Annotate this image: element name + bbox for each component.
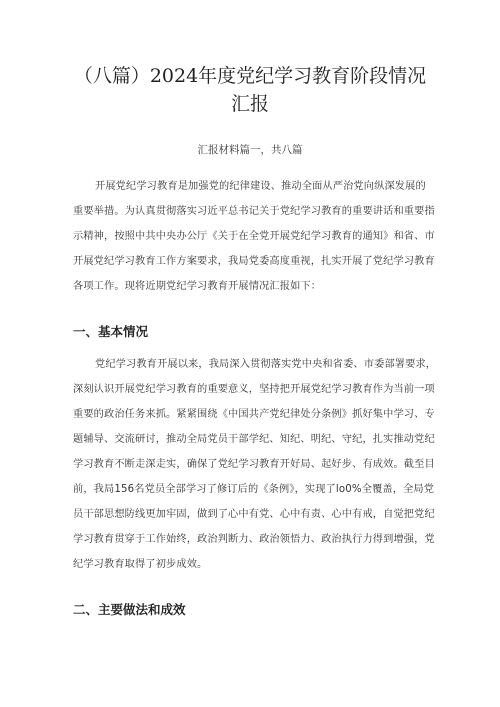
section-2-heading: 二、主要做法和成效 — [73, 602, 186, 617]
section-1-line-1: 党纪学习教育开展以来，我局深入贯彻落实党中央和省委、市委部署要求， — [95, 359, 437, 370]
section-1-line-2: 深刻认识开展党纪学习教育的重要意义，坚持把开展党纪学习教育作为当前一项 — [73, 384, 435, 395]
intro-line-5: 各项工作。现将近期党纪学习教育开展情况汇报如下： — [73, 281, 322, 292]
section-1-line-8: 学习教育贯穿于工作始终，政治判断力、政治领悟力、政治执行力得到增强，党 — [73, 534, 435, 545]
section-1-line-6-part-c: 全覆盖，全局党 — [361, 484, 435, 495]
party-member-count: 156 — [114, 484, 135, 495]
section-1-heading: 一、基本情况 — [73, 324, 149, 339]
coverage-percent: lo0% — [335, 484, 362, 495]
section-1-line-7: 员干部思想防线更加牢固，做到了心中有党、心中有责、心中有戒，自觉把党纪 — [73, 509, 435, 520]
document-title-line-2: 汇报 — [230, 93, 269, 115]
section-1-line-4: 题辅导、交流研讨，推动全局党员干部学纪、知纪、明纪、守纪，扎实推动党纪 — [73, 434, 435, 445]
section-1-line-5: 学习教育不断走深走实，确保了党纪学习教育开好局、起好步、有成效。截至目 — [73, 459, 435, 470]
section-1-line-9: 纪学习教育取得了初步成效。 — [73, 559, 208, 570]
document-title-line-1: （八篇）2024年度党纪学习教育阶段情况 — [73, 65, 427, 87]
intro-line-2: 重要举措。为认真贯彻落实习近平总书记关于党纪学习教育的重要讲话和重要指 — [73, 206, 435, 217]
section-1-line-3: 重要的政治任务来抓。紧紧围绕《中国共产党纪律处分条例》抓好集中学习、专 — [73, 409, 435, 420]
document-subtitle: 汇报材料篇一，共八篇 — [197, 144, 303, 156]
intro-line-4: 开展党纪学习教育工作方案要求，我局党委高度重视，扎实开展了党纪学习教育 — [73, 256, 435, 267]
section-1-line-6-part-b: 名党员全部学习了修订后的《条例》，实现了 — [134, 484, 336, 495]
section-1-line-6-part-a: 前，我局 — [73, 484, 115, 495]
section-1-line-6 — [73, 484, 443, 496]
intro-line-3: 示精神，按照中共中央办公厅《关于在全党开展党纪学习教育的通知》和省、市 — [73, 231, 435, 242]
intro-line-1: 开展党纪学习教育是加强党的纪律建设、推动全面从严治党向纵深发展的 — [95, 181, 426, 192]
